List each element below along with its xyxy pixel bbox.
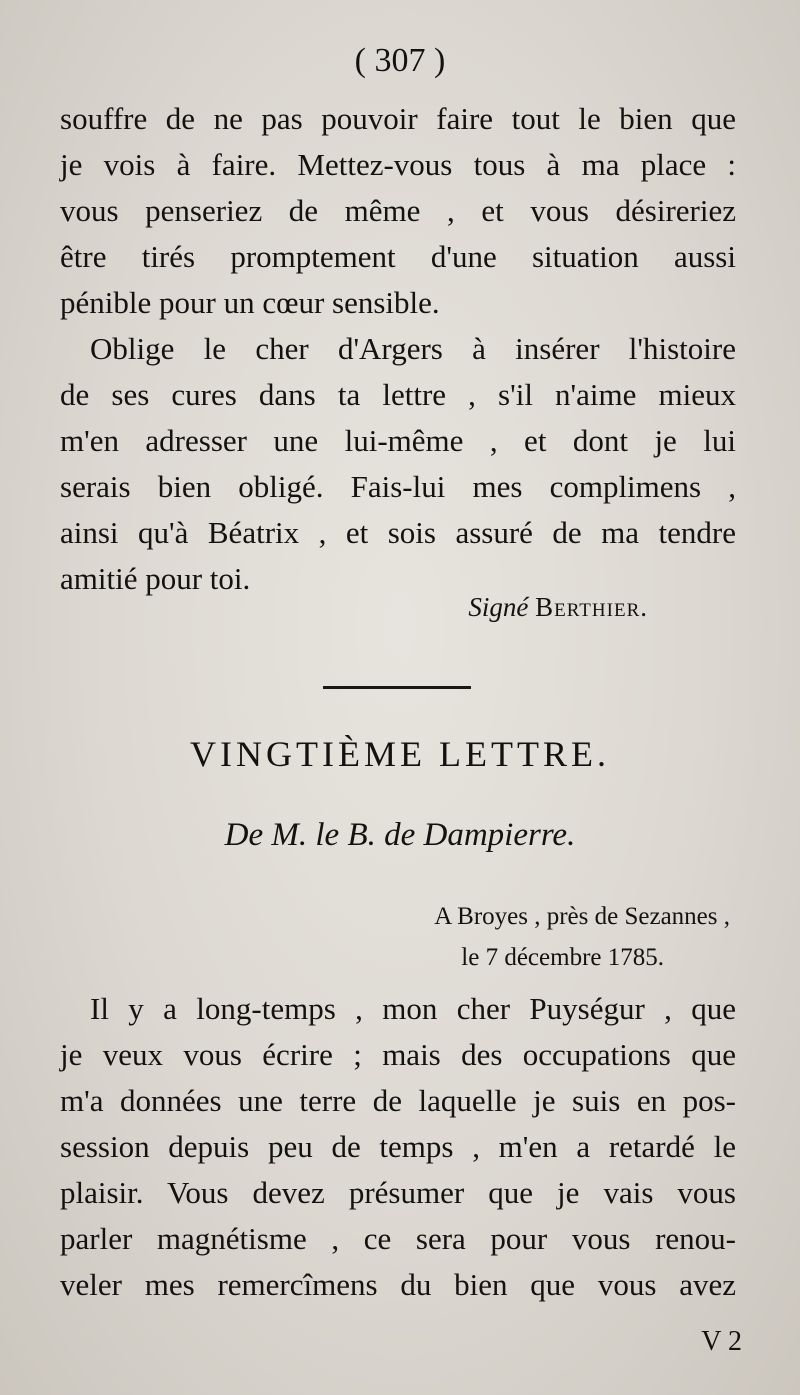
signature-name: Berthier. xyxy=(535,592,648,622)
text-line: plaisir. Vous devez présumer que je vais vous xyxy=(60,1175,736,1210)
signature xyxy=(0,592,648,623)
text-line: je vois à faire. Mettez-vous tous à ma place : xyxy=(60,147,736,182)
text-line: Il y a long-temps , mon cher Puységur , que xyxy=(90,991,736,1026)
text-line: amitié pour toi. xyxy=(60,561,251,596)
date-line: le 7 décembre 1785. xyxy=(461,944,664,971)
text-line: vous penseriez de même , et vous désireriez xyxy=(60,193,736,228)
letter-heading: VINGTIÈME LETTRE. xyxy=(190,734,610,774)
text-line: veler mes remercîmens du bien que vous avez xyxy=(60,1267,736,1302)
paragraph-1 xyxy=(60,96,736,326)
signature-label: Signé xyxy=(468,592,529,622)
paragraph-2 xyxy=(60,326,736,602)
text-line: session depuis peu de temps , m'en a retardé le xyxy=(60,1129,736,1164)
place-line: A Broyes , près de Sezannes , xyxy=(434,903,730,930)
paragraph-3 xyxy=(60,986,736,1308)
text-line: ainsi qu'à Béatrix , et sois assuré de ma tendre xyxy=(60,515,736,550)
text-line: parler magnétisme , ce sera pour vous renou- xyxy=(60,1221,736,1256)
letter-subheading: De M. le B. de Dampierre. xyxy=(224,817,576,853)
text-line: m'a données une terre de laquelle je suis en pos- xyxy=(60,1083,736,1118)
text-line: serais bien obligé. Fais-lui mes complimens , xyxy=(60,469,736,504)
text-line: de ses cures dans ta lettre , s'il n'aime mieux xyxy=(60,377,736,412)
text-line: m'en adresser une lui-même , et dont je lui xyxy=(60,423,736,458)
text-line: souffre de ne pas pouvoir faire tout le bien que xyxy=(60,101,736,136)
text-line: être tirés promptement d'une situation aussi xyxy=(60,239,736,274)
text-line: Oblige le cher d'Argers à insérer l'histoire xyxy=(90,331,736,366)
section-divider xyxy=(323,686,471,689)
text-line: pénible pour un cœur sensible. xyxy=(60,285,440,320)
signature-mark: V 2 xyxy=(701,1326,742,1357)
text-line: je veux vous écrire ; mais des occupations que xyxy=(60,1037,736,1072)
page-number: ( 307 ) xyxy=(354,42,446,79)
